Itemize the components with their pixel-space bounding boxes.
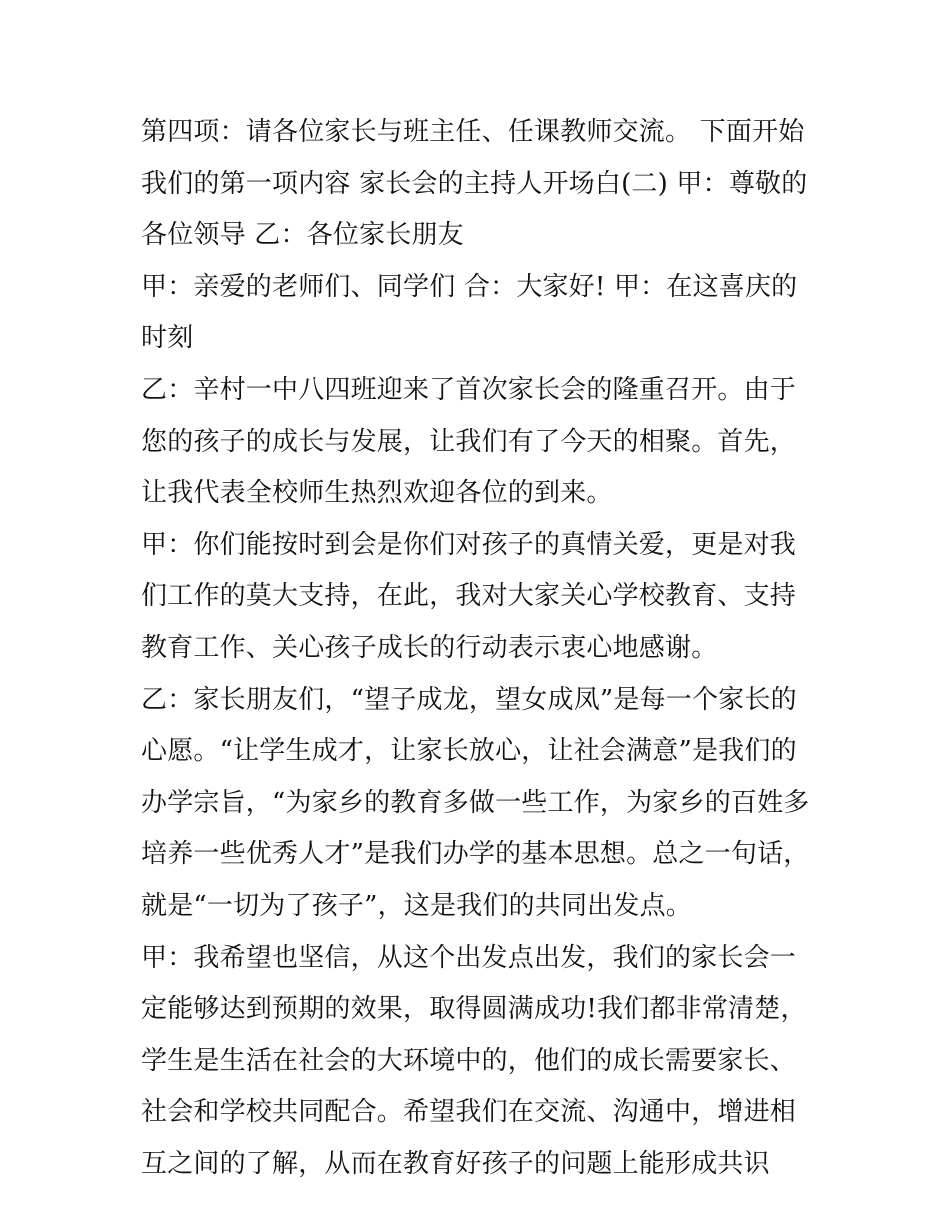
paragraph-cooperation: 甲：我希望也坚信，从这个出发点出发，我们的家长会一定能够达到预期的效果，取得圆满成功!我们都非常清楚，学生是生活在社会的大环境中的，他们的成长需要家长、社会和学校共同配合。希望我们在交流、沟通中，增进相互之间的了解，从而在教育好孩子的问题上能形成共识 — [141, 942, 807, 1179]
paragraph-greeting: 甲：亲爱的老师们、同学们 合：大家好! 甲：在这喜庆的时刻 — [141, 271, 798, 354]
paragraph-thanks: 甲：你们能按时到会是你们对孩子的真情关爱，更是对我们工作的莫大支持，在此，我对大家关心学校教育、支持教育工作、关心孩子成长的行动表示衷心地感谢。 — [141, 529, 797, 663]
paragraph-school-mission: 乙：家长朋友们，“望子成龙，望女成凤”是每一个家长的心愿。“让学生成才，让家长放心，让社会满意”是我们的办学宗旨，“为家乡的教育多做一些工作，为家乡的百姓多培养一些优秀人才”是我们办学的基本思想。总之一句话，就是“一切为了孩子”，这是我们的共同出发点。 — [141, 684, 810, 921]
paragraph-welcome: 乙：辛村一中八四班迎来了首次家长会的隆重召开。由于您的孩子的成长与发展，让我们有了今天的相聚。首先，让我代表全校师生热烈欢迎各位的到来。 — [141, 374, 797, 509]
paragraph-agenda-intro: 第四项：请各位家长与班主任、任课教师交流。 下面开始我们的第一项内容 家长会的主持人开场白(二) 甲：尊敬的各位领导 乙：各位家长朋友 — [141, 117, 808, 251]
document-body — [141, 107, 821, 1190]
